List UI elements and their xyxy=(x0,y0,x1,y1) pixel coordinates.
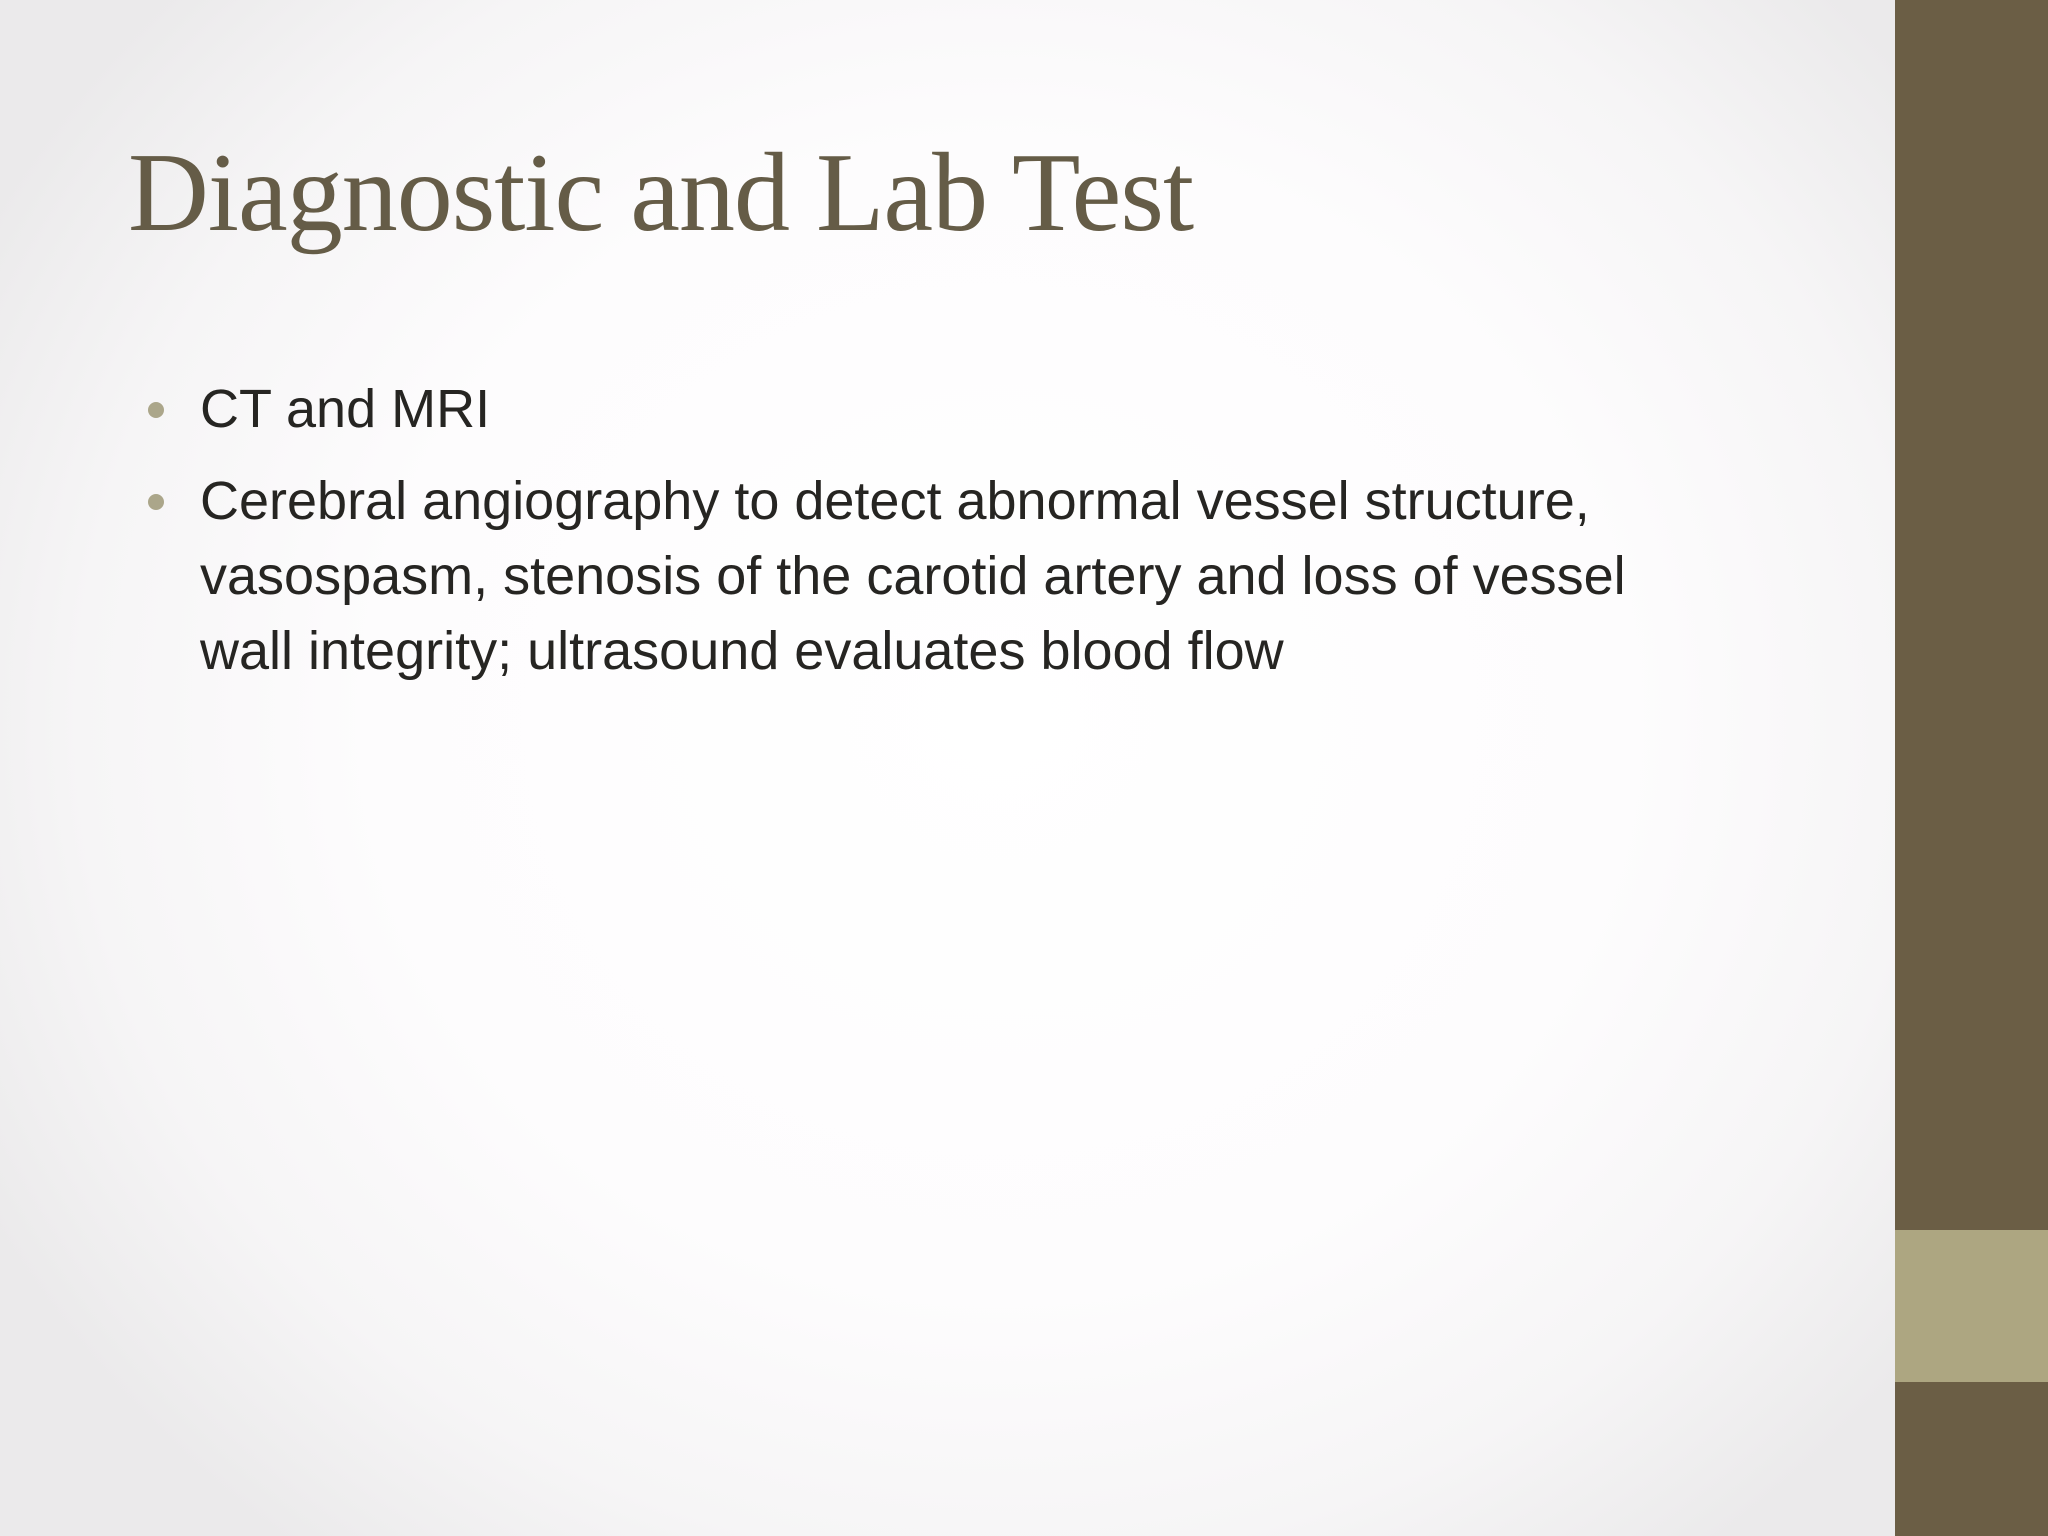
bullet-text: Cerebral angiography to detect abnormal vessel structure, vasospasm, stenosis of the carotid artery and loss of vessel wall integrity; ultrasound evaluates blood flow xyxy=(200,471,1626,681)
bullet-item xyxy=(200,372,1720,447)
bullet-list xyxy=(200,372,1720,706)
bullet-dot-icon xyxy=(148,402,164,418)
bullet-text: CT and MRI xyxy=(200,379,491,439)
side-bar-accent xyxy=(1895,1230,2048,1382)
bullet-item xyxy=(200,464,1720,689)
slide-title: Diagnostic and Lab Test xyxy=(128,131,1194,255)
bullet-dot-icon xyxy=(148,494,164,510)
